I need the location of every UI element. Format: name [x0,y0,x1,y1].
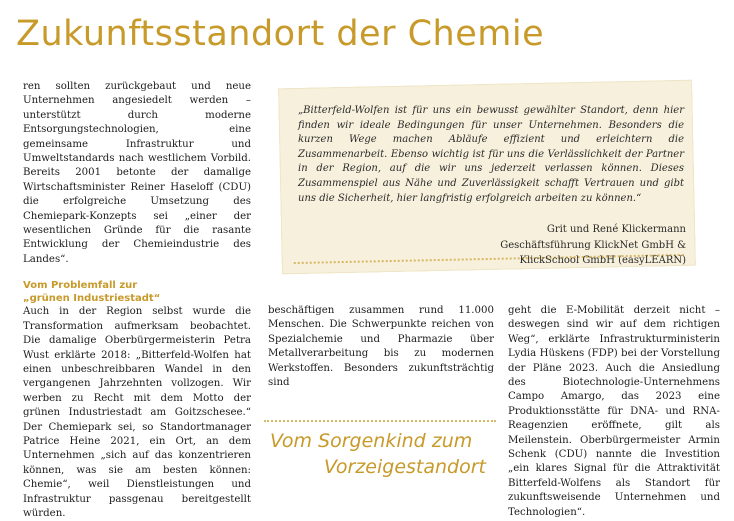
article-paragraph: beschäftigen zusammen rund 11.000 Menschen. Die Schwerpunkte reichen von Spezialchemie und Pharmazie über Metallverarbeitung bis zu modernen Werkstoffen. Besonders zukunftsträchtig sind [268,305,494,389]
dotted-divider [264,420,496,422]
section-subheading [23,279,251,305]
article-column-2 [268,304,494,390]
article-paragraph: ren sollten zurückgebaut und neue Unternehmen angesiedelt werden – unterstützt durch moderne Entsorgungstechnologien, eine gemeinsame Infrastruktur und Umweltstandards nach westlichem Vorbild. Bereits 2001 betonte der damalige Wirtschaftsminister Reiner Haseloff (CDU) die erfolgreiche Umsetzung des Chemiepark-Konzepts sei „einer der wesentlichen Gründe für die rasante Entwicklung der Chemieindustrie des Landes“. [23,81,251,265]
page-title: Zukunftsstandort der Chemie [16,14,545,54]
author-company: KlickSchool GmbH (easyLEARN) [519,255,686,266]
article-column-3 [508,304,720,520]
subheading-line-1: Vom Problemfall zur [23,280,138,292]
quote-text: „Bitterfeld-Wolfen ist für uns ein bewusst gewählter Standort, denn hier finden wir ideale Bedingungen für unser Unternehmen. Besonders die kurzen Wege machen Abläufe effizient und erleichtern die Zusammenarbeit. Ebenso wichtig ist für uns die Verlässlichkeit der Partner in der Region, auf die wir uns jederzeit verlassen können. Dieses Zusammenspiel aus Nähe und Zuverlässigkeit schafft Vertrauen und gibt uns die Sicherheit, hier langfristig erfolgreich arbeiten zu können.“ [298,105,684,204]
article-paragraph: Auch in der Region selbst wurde die Transformation aufmerksam beobachtet. Die damalige Oberbürgermeisterin Petra Wust erklärte 2018: „Bitterfeld-Wolfen hat einen unbeschreibbaren Wandel in den vergangenen Jahrzehnten vollzogen. Wir werben zu Recht mit dem Motto der grünen Industriestadt am Goitzschesee.“ Der Chemiepark sei, so Standortmanager Patrice Heine 2021, ein Ort, an dem Unternehmen „sich auf das konzentrieren können, was sie am besten können: Chemie“, weil Dienstleistungen und Infrastruktur passgenau bereitgestellt würden. [23,306,251,519]
article-paragraph: geht die E-Mobilität derzeit nicht – deswegen sind wir auf dem richtigen Weg“, erklärte Infrastrukturministerin Lydia Hüskens (FDP) bei der Vorstellung der Pläne 2023. Auch die Ansiedlung des Biotechnologie-Unternehmens Campo Amargo, das 2023 eine Produktionsstätte für DNA- und RNA-Reagenzien eröffnete, gilt als Meilenstein. Oberbürgermeister Armin Schenk (CDU) nannte die Investition „ein klares Signal für die Attraktivität Bitterfeld-Wolfens als Standort für zukunftsweisende Unternehmen und Technologien“. [508,305,720,518]
quote-author [440,222,686,269]
author-name: Grit und René Klickermann [546,224,686,235]
author-role: Geschäftsführung KlickNet GmbH & [500,239,686,251]
pull-quote-line-1: Vom Sorgenkind zum [270,430,473,452]
article-column-1 [23,80,251,521]
subheading-line-2: „grünen Industriestadt“ [23,293,161,305]
pull-quote [262,420,498,492]
pull-quote-line-2: Vorzeigestandort [324,456,486,478]
